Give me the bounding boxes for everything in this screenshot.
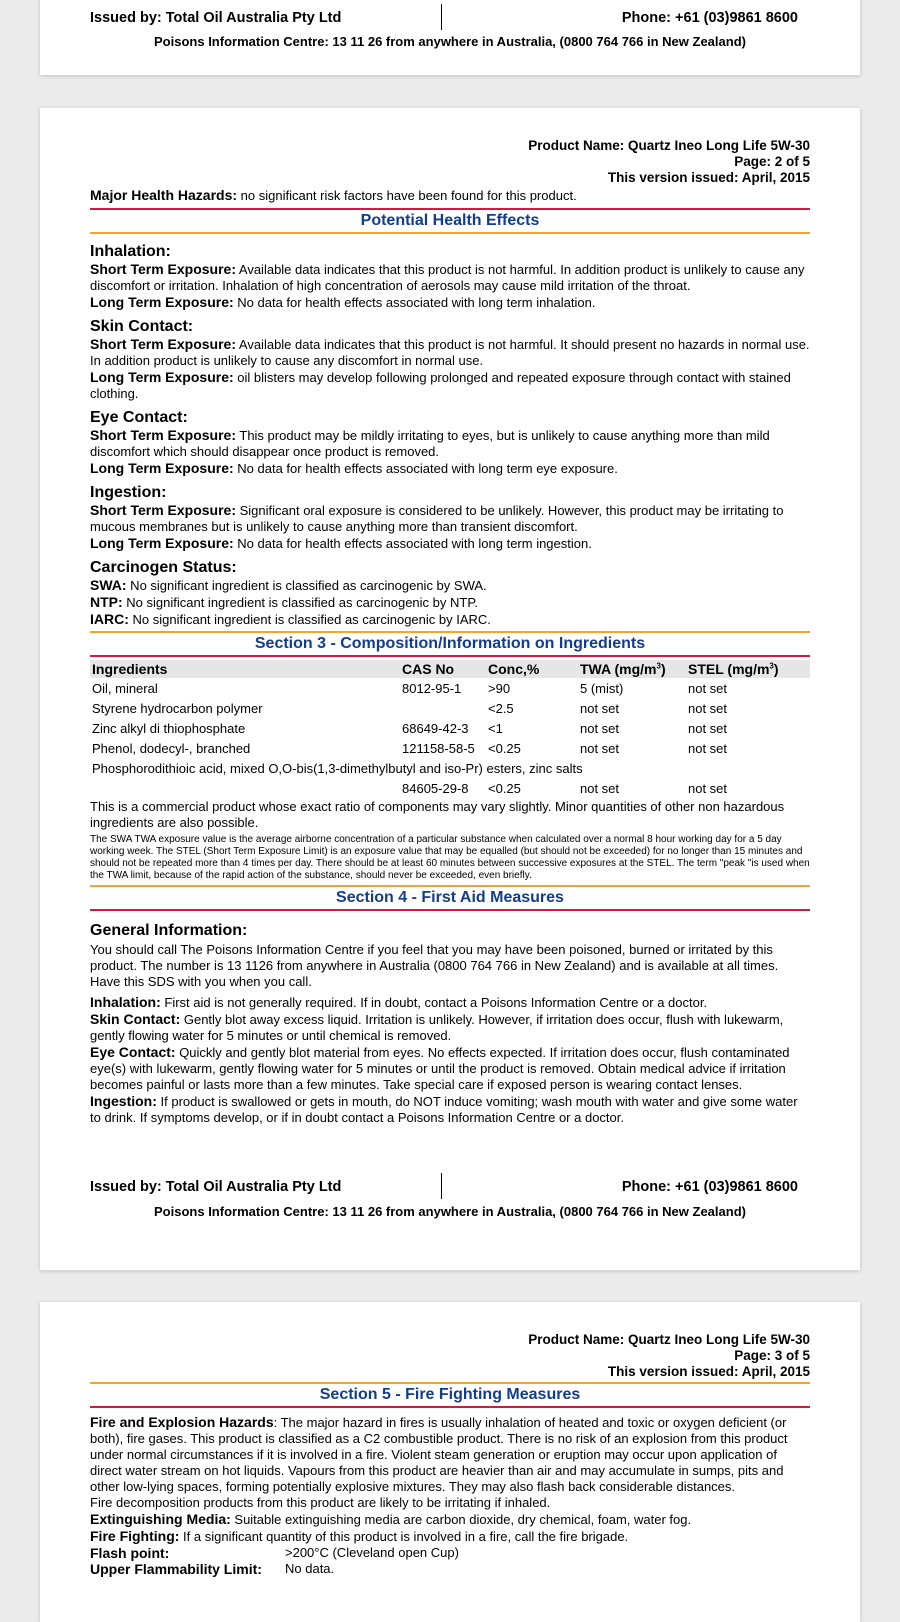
page-header: [90, 138, 810, 186]
table-row: Phenol, dodecyl-, branched 121158-58-5 <0.25 not set not set: [92, 740, 728, 756]
poisons-info-line: Poisons Information Centre: 13 11 26 from anywhere in Australia, (0800 764 766 in New Zealand): [154, 34, 746, 49]
table-row: 84605-29-8 <0.25 not set not set: [402, 780, 728, 796]
product-name: Product Name: Quartz Ineo Long Life 5W-30: [528, 1332, 810, 1347]
heading-eye-contact: Eye Contact:: [90, 409, 188, 426]
skin-short: Short Term Exposure: Available data indicates that this product is not harmful. It should present no hazards in normal use. In addition product is unlikely to cause any discomfort in normal use.: [90, 336, 810, 368]
heading-inhalation: Inhalation:: [90, 243, 171, 260]
phone-number: Phone: +61 (03)9861 8600: [621, 1179, 798, 1195]
document-page-2: [40, 108, 860, 1270]
eye-long: Long Term Exposure: No data for health effects associated with long term eye exposure.: [90, 460, 618, 476]
section-title-fire-fighting: Section 5 - Fire Fighting Measures: [319, 1386, 581, 1403]
carcinogen-ntp: NTP: No significant ingredient is classified as carcinogenic by NTP.: [90, 594, 478, 610]
issued-by: Issued by: Total Oil Australia Pty Ltd: [90, 10, 342, 26]
col-ingredients: Ingredients: [90, 660, 400, 678]
document-page-1: [40, 0, 860, 75]
footer-divider: [441, 1173, 442, 1199]
section-title-first-aid: Section 4 - First Aid Measures: [336, 889, 564, 906]
divider-orange: [90, 232, 810, 234]
commercial-note: This is a commercial product whose exact ratio of components may vary slightly. Minor quantities of other non hazardous ingredients are also possible.: [90, 799, 785, 830]
fire-decomposition: Fire decomposition products from this product are likely to be irritating if inhaled.: [90, 1495, 551, 1510]
document-page-3: [40, 1302, 860, 1622]
first-aid-eye: Eye Contact: Quickly and gently blot material from eyes. No effects expected. If irritation does occur, flush contaminated eye(s) with lukewarm, gently flowing water for 5 minutes or until the product is removed. Obtain medical advice if irritation becomes painful or lasts more than a few minutes. Take special care if exposed person is wearing contact lenses.: [90, 1044, 790, 1092]
footer-divider: [441, 4, 442, 30]
col-cas: CAS No: [400, 660, 486, 678]
major-health-hazards: Major Health Hazards: no significant risk factors have been found for this product.: [90, 187, 577, 203]
ingredients-table: [90, 660, 810, 798]
table-row: Phosphorodithioic acid, mixed O,O-bis(1,3-dimethylbutyl and iso-Pr) esters, zinc salts: [92, 760, 583, 776]
carcinogen-iarc: IARC: No significant ingredient is classified as carcinogenic by IARC.: [90, 611, 491, 627]
table-header-row: [90, 660, 810, 678]
heading-carcinogen: Carcinogen Status:: [90, 559, 237, 576]
table-row: Oil, mineral 8012-95-1 >90 5 (mist) not set: [92, 680, 728, 696]
upper-flammability-limit: Upper Flammability Limit: No data.: [90, 1561, 335, 1577]
ingestion-long: Long Term Exposure: No data for health effects associated with long term ingestion.: [90, 535, 592, 551]
version-issued: This version issued: April, 2015: [607, 1364, 810, 1379]
general-info-text: You should call The Poisons Information Centre if you feel that you may have been poisoned, burned or irritated by this product. The number is 13 1126 from anywhere in Australia (0800 764 766 in New Zealand) and is available at all times. Have this SDS with you when you call.: [90, 942, 779, 989]
table-row: Styrene hydrocarbon polymer <2.5 not set not set: [92, 700, 728, 716]
section-title-composition: Section 3 - Composition/Information on Ingredients: [254, 635, 646, 652]
swa-exposure-note: The SWA TWA exposure value is the average airborne concentration of a particular substance when calculated over a normal 8 hour working day for a 5 day working week. The STEL (Short Term Exposure Limit) is an exposure value that may be equalled (but should not be exceeded) for no longer than 15 minutes and should not be repeated more than 4 times per day. There should be at least 60 minutes between successive exposures at the STEL. The term "peak "is used when the TWA limit, because of the rapid action of the substance, should never be exceeded, even briefly.: [90, 834, 810, 881]
table-row: Zinc alkyl di thiophosphate 68649-42-3 <1 not set not set: [92, 720, 728, 736]
inhalation-long: Long Term Exposure: No data for health effects associated with long term inhalation.: [90, 294, 596, 310]
inhalation-short: Short Term Exposure: Available data indicates that this product is not harmful. In addition product is unlikely to cause any discomfort or irritation. Inhalation of high concentration of aerosols may cause mild irritation of the throat.: [90, 261, 805, 293]
divider-red: [90, 909, 810, 911]
page-number: Page: 3 of 5: [734, 1348, 810, 1363]
eye-short: Short Term Exposure: This product may be mildly irritating to eyes, but is unlikely to cause anything more than mild discomfort which should disappear once product is removed.: [90, 427, 770, 459]
section-title-health: Potential Health Effects: [360, 212, 540, 229]
page-content: [90, 1332, 810, 1577]
version-issued: This version issued: April, 2015: [607, 170, 810, 185]
first-aid-inhalation: Inhalation: First aid is not generally required. If in doubt, contact a Poisons Information Centre or a doctor.: [90, 994, 708, 1010]
ingestion-short: Short Term Exposure: Significant oral exposure is considered to be unlikely. However, this product may be irritating to mucous membranes but is unlikely to cause anything more than transient discomfort.: [90, 502, 784, 534]
issued-by: Issued by: Total Oil Australia Pty Ltd: [90, 1179, 342, 1195]
heading-general-info: General Information:: [90, 922, 248, 939]
first-aid-ingestion: Ingestion: If product is swallowed or gets in mouth, do NOT induce vomiting; wash mouth with water and give some water to drink. If symptoms develop, or if in doubt contact a Poisons Information Centre or a doctor.: [90, 1093, 798, 1125]
first-aid-skin: Skin Contact: Gently blot away excess liquid. Irritation is unlikely. However, if irritation does occur, flush with lukewarm, gently flowing water for 5 minutes or until chemical is removed.: [90, 1011, 784, 1043]
page-footer: [90, 10, 798, 32]
col-stel: STEL $(mg/m^3)$: [686, 660, 810, 678]
extinguishing-media: Extinguishing Media: Suitable extinguishing media are carbon dioxide, dry chemical, foam, water fog.: [90, 1511, 692, 1527]
skin-long: Long Term Exposure: oil blisters may develop following prolonged and repeated exposure through contact with stained clothing.: [90, 369, 791, 401]
divider-red: [90, 655, 810, 657]
divider-red: [90, 1406, 810, 1408]
phone-number: Phone: +61 (03)9861 8600: [621, 10, 798, 26]
poisons-info-line: Poisons Information Centre: 13 11 26 from anywhere in Australia, (0800 764 766 in New Zealand): [154, 1204, 746, 1219]
carcinogen-swa: SWA: No significant ingredient is classified as carcinogenic by SWA.: [90, 577, 487, 593]
fire-fighting: Fire Fighting: If a significant quantity of this product is involved in a fire, call the fire brigade.: [90, 1528, 629, 1544]
flash-point: Flash point: >200°C (Cleveland open Cup): [90, 1545, 459, 1561]
col-twa: TWA $(mg/m^3)$: [578, 660, 686, 678]
product-name: Product Name: Quartz Ineo Long Life 5W-30: [528, 138, 810, 153]
heading-ingestion: Ingestion:: [90, 484, 167, 501]
page-header: [90, 1332, 810, 1380]
col-conc: Conc,%: [486, 660, 578, 678]
page-footer: [90, 1179, 798, 1201]
fire-explosion-hazards: Fire and Explosion Hazards: The major hazard in fires is usually inhalation of heated and toxic or oxygen deficient (or both), fire gases. This product is classified as a C2 combustible product. There is no risk of an explosion from this product under normal circumstances if it is involved in a fire. Violent steam generation or eruption may occur upon application of direct water stream on hot liquids. Vapours from this product are heavier than air and may accumulate in sumps, pits and other low-lying spaces, forming potentially explosive mixtures. They may also flash back considerable distances.: [90, 1414, 788, 1494]
page-content: [90, 138, 810, 1126]
page-number: Page: 2 of 5: [734, 154, 810, 169]
heading-skin-contact: Skin Contact:: [90, 318, 194, 335]
